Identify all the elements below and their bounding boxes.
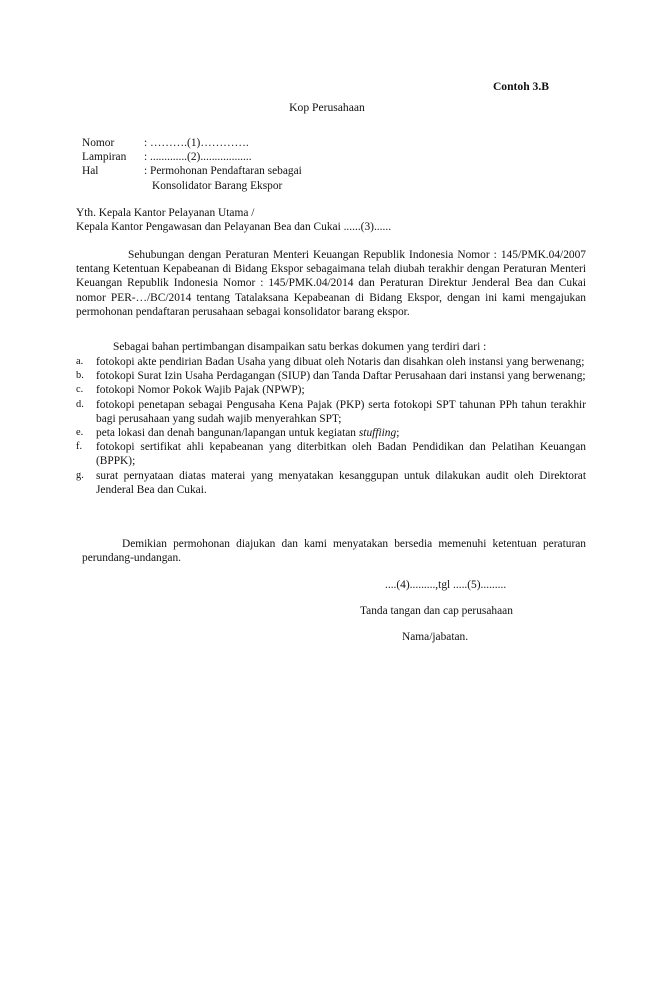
hal-label: Hal [82,165,99,178]
list-marker: f. [76,441,83,453]
nomor-value: : ……….(1)…………. [144,137,249,149]
opening-paragraph-text: Sehubungan dengan Peraturan Menteri Keuangan Republik Indonesia Nomor : 145/PMK.04/2007 tentang Ketentuan Kepabeanan di Bidang Ekspor sebagaimana telah diubah terakhir dengan Peraturan Menteri Keuangan Republik Indonesia Nomor : 145/PMK.04/2014 dan Peraturan Direktur Jenderal Bea dan Cukai nomor PER-…/BC/2014 tentang Tatalaksana Kepabeanan di Bidang Ekspor, dengan ini kami mengajukan permohonan pendaftaran perusahaan sebagai konsolidator barang ekspor. [76,249,586,318]
lampiran-label: Lampiran [82,151,127,164]
document-list [76,355,586,497]
hal-row [82,164,402,178]
letter-metadata [82,136,402,193]
list-item-text-suffix: ; [396,427,400,440]
list-item-text: fotokopi penetapan sebagai Pengusaha Kena Pajak (PKP) serta fotokopi SPT tahunan PPh tahun terakhir bagi perusahaan yang sudah wajib menyerahkan SPT; [96,398,586,425]
signature-label: Tanda tangan dan cap perusahaan [360,605,513,617]
list-item [76,383,586,397]
list-item-text: fotokopi akte pendirian Badan Usaha yang dibuat oleh Notaris dan disahkan oleh instansi yang berwenang; [96,356,585,368]
hal-value: : Permohonan Pendaftaran sebagai [144,165,302,178]
list-item-text [96,426,586,440]
list-item [76,426,586,440]
closing-paragraph-text: Demikian permohonan diajukan dan kami menyatakan bersedia memenuhi ketentuan peraturan perundang-undangan. [82,538,586,565]
list-item [76,469,586,497]
list-marker: a. [76,356,84,367]
recipient [76,206,596,234]
list-marker: d. [76,398,84,410]
list-marker: b. [76,370,84,382]
list-item-text: fotokopi Surat Izin Usaha Perdagangan (SIUP) dan Tanda Daftar Perusahaan dari instansi yang berwenang; [96,370,586,383]
nomor-label: Nomor [82,137,115,149]
list-item-text-main: peta lokasi dan denah bangunan/lapangan untuk kegiatan [96,427,359,440]
list-marker: c. [76,384,84,396]
name-title-label: Nama/jabatan. [402,631,469,643]
list-item [76,369,586,383]
recipient-line-1: Yth. Kepala Kantor Pelayanan Utama / [76,207,255,219]
list-item-text: fotokopi sertifikat ahli kepabeanan yang diterbitkan oleh Badan Pendidikan dan Pelatihan Keuangan (BPPK); [96,441,586,468]
lampiran-row [82,150,402,164]
list-marker: e. [76,427,84,439]
recipient-line-2: Kepala Kantor Pengawasan dan Pelayanan Bea dan Cukai ......(3)...... [76,221,392,234]
hal-row-continued [82,179,402,193]
company-letterhead: Kop Perusahaan [289,101,365,114]
list-item-text-italic: stuffiing [358,427,397,440]
list-marker: g. [76,469,84,481]
place-date: ....(4).........,tgl .....(5)......... [385,579,507,591]
list-item-text: surat pernyataan diatas materai yang menyatakan kesanggupan untuk dilakukan audit oleh Direktorat Jenderal Bea dan Cukai. [96,469,586,496]
lampiran-value: : .............(2).................. [144,151,252,164]
hal-value-continued: Konsolidator Barang Ekspor [152,179,283,192]
list-item [76,440,586,468]
list-intro: Sebagai bahan pertimbangan disampaikan satu berkas dokumen yang terdiri dari : [113,341,487,353]
document-code: Contoh 3.B [492,80,549,93]
closing-paragraph [82,537,586,565]
list-item [76,398,586,426]
list-item-text: fotokopi Nomor Pokok Wajib Pajak (NPWP); [96,384,305,397]
nomor-row [82,136,402,150]
list-item [76,355,586,369]
opening-paragraph [76,248,586,319]
